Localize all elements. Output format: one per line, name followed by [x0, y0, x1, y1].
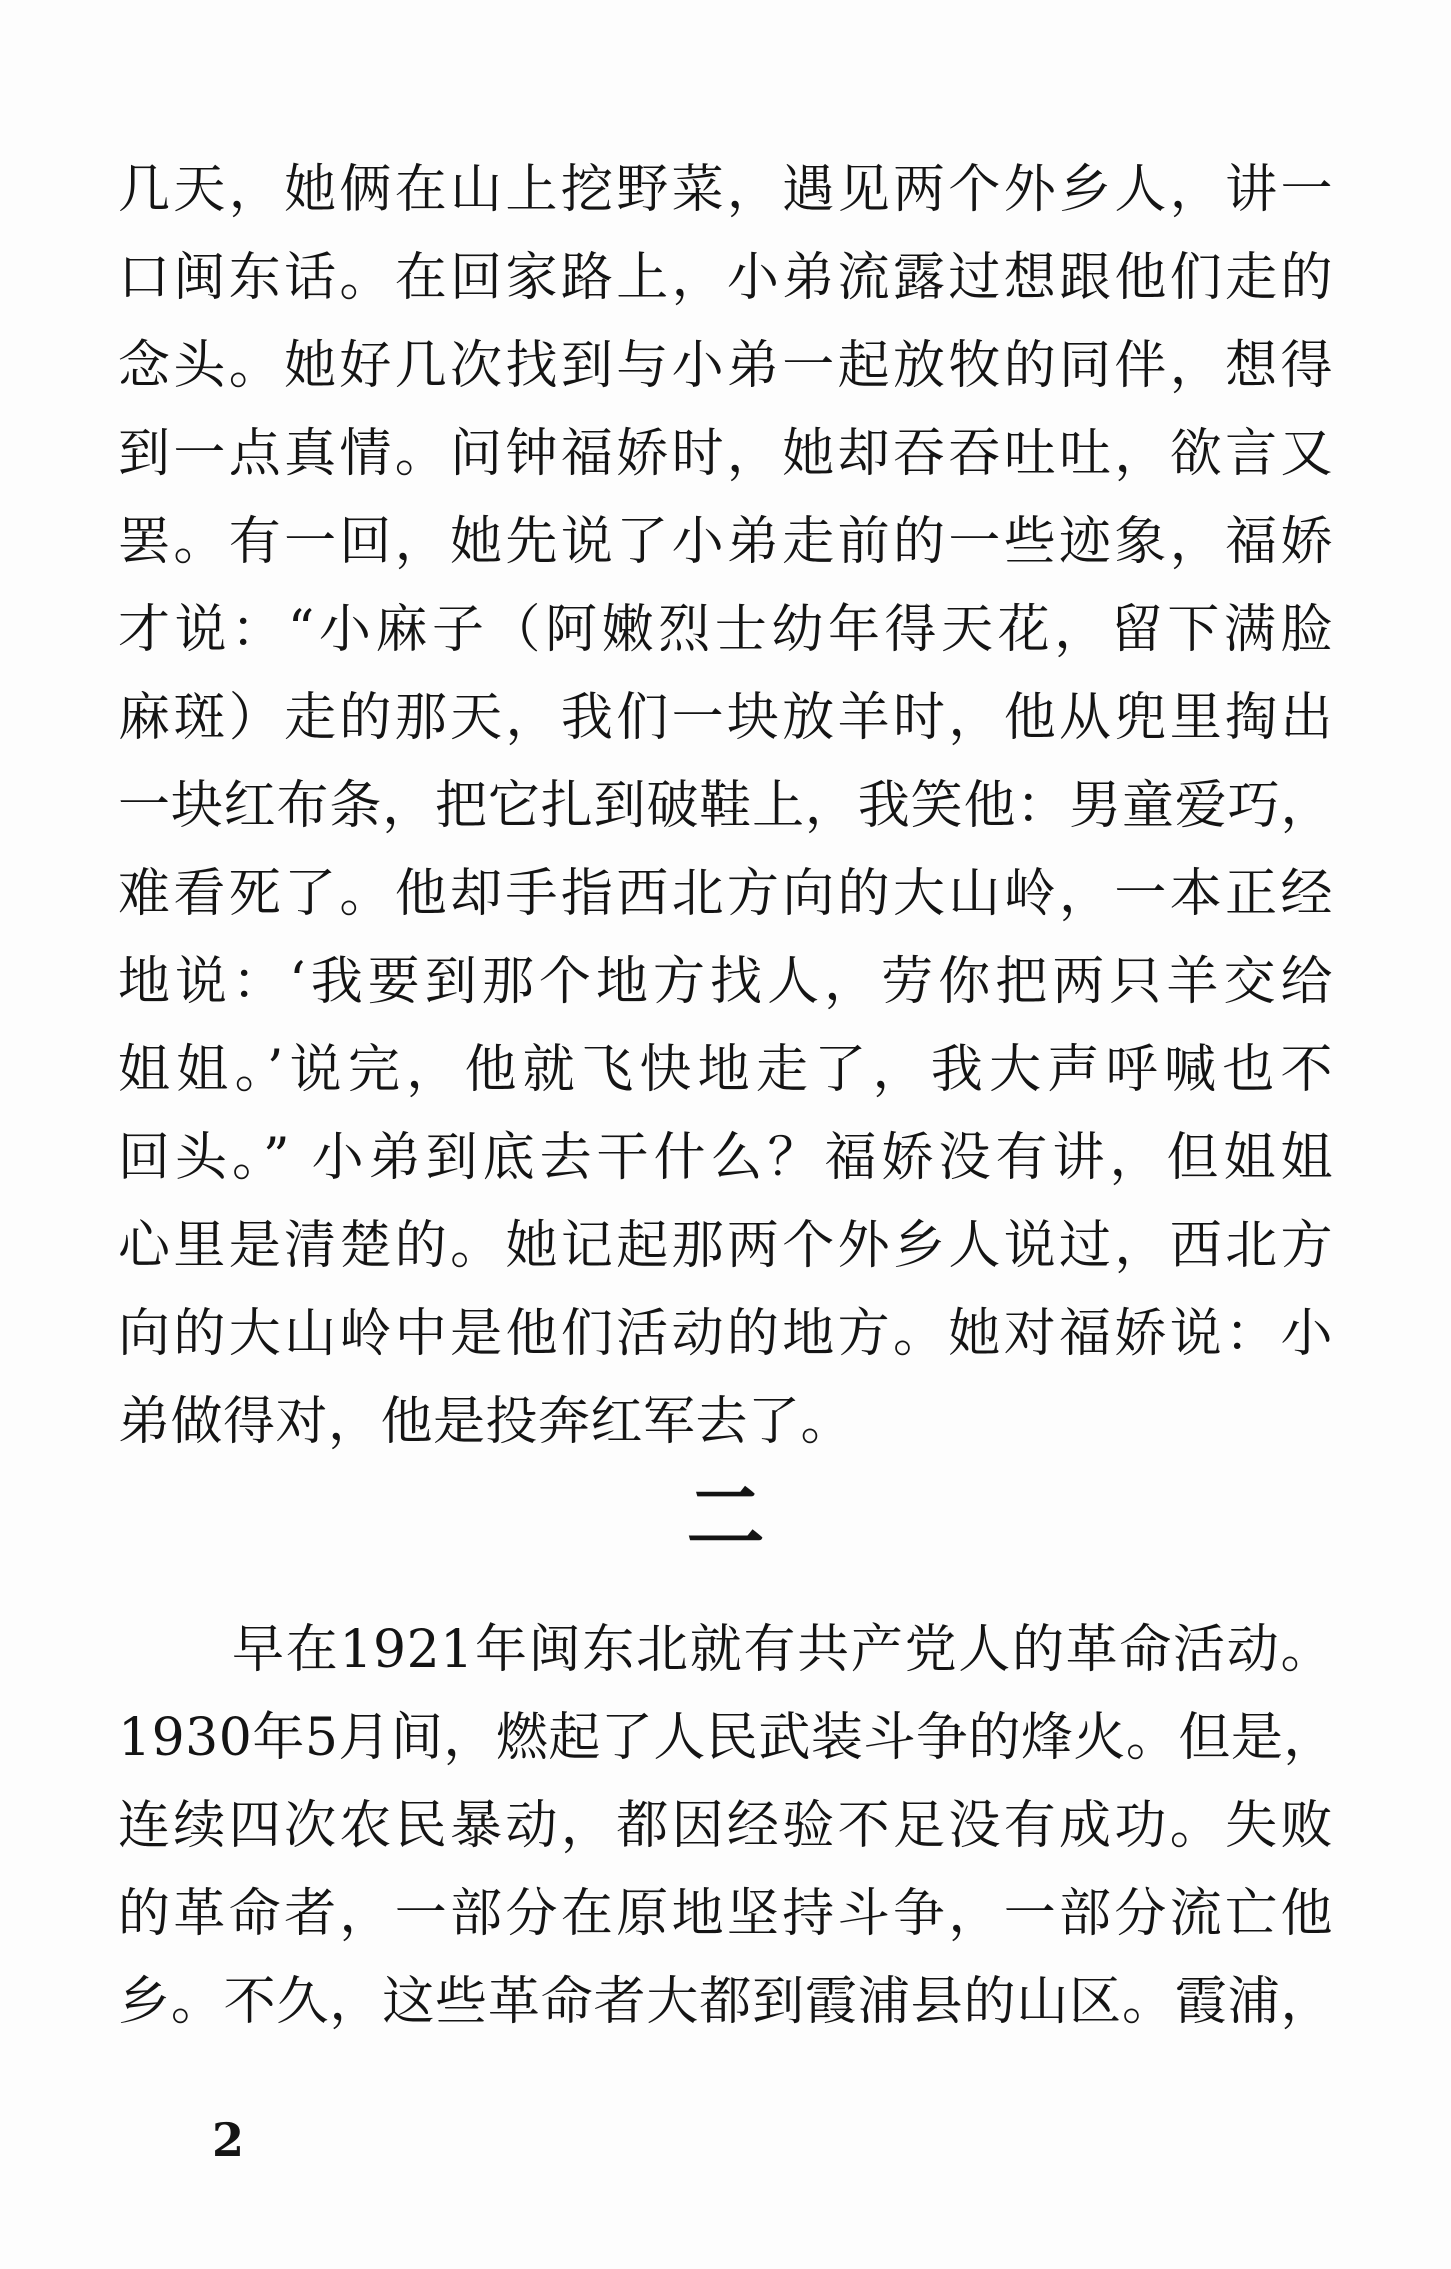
text-line: 早在1921年闽东北就有共产党人的革命活动。 [232, 1620, 1333, 1680]
text-line: 到一点真情。问钟福娇时，她却吞吞吐吐，欲言又 [118, 424, 1333, 484]
page-number: 2 [212, 2113, 245, 2167]
paragraph-1 [118, 146, 1333, 1466]
text-line: 1930年5月间，燃起了人民武装斗争的烽火。但是， [118, 1708, 1336, 1768]
text-line: 麻斑）走的那天，我们一块放羊时，他从兜里掏出 [118, 688, 1333, 748]
text-line: 向的大山岭中是他们活动的地方。她对福娇说：小 [118, 1304, 1333, 1364]
section-heading: 二 [686, 1472, 765, 1563]
text-line: 地说：‘我要到那个地方找人，劳你把两只羊交给 [118, 952, 1333, 1012]
text-line: 心里是清楚的。她记起那两个外乡人说过，西北方 [118, 1216, 1333, 1276]
text-line: 弟做得对，他是投奔红军去了。 [118, 1392, 854, 1452]
text-line: 一块红布条，把它扎到破鞋上，我笑他：男童爱巧， [118, 776, 1333, 836]
paragraph-2 [118, 1606, 1336, 2046]
text-line: 才说：“小麻子（阿嫩烈士幼年得天花，留下满脸 [118, 600, 1333, 660]
text-line: 念头。她好几次找到与小弟一起放牧的同伴，想得 [118, 336, 1333, 396]
text-line: 乡。不久，这些革命者大都到霞浦县的山区。霞浦， [118, 1972, 1333, 2032]
text-line: 罢。有一回，她先说了小弟走前的一些迹象，福娇 [118, 512, 1333, 572]
text-line: 几天，她俩在山上挖野菜，遇见两个外乡人，讲一 [118, 160, 1333, 220]
text-line: 回头。” 小弟到底去干什么？福娇没有讲，但姐姐 [118, 1128, 1333, 1188]
text-line: 难看死了。他却手指西北方向的大山岭，一本正经 [118, 864, 1333, 924]
text-line: 连续四次农民暴动，都因经验不足没有成功。失败 [118, 1796, 1333, 1856]
text-line: 的革命者，一部分在原地坚持斗争，一部分流亡他 [118, 1884, 1333, 1944]
text-line: 口闽东话。在回家路上，小弟流露过想跟他们走的 [118, 248, 1333, 308]
text-line: 姐姐。’说完，他就飞快地走了，我大声呼喊也不 [118, 1040, 1333, 1100]
